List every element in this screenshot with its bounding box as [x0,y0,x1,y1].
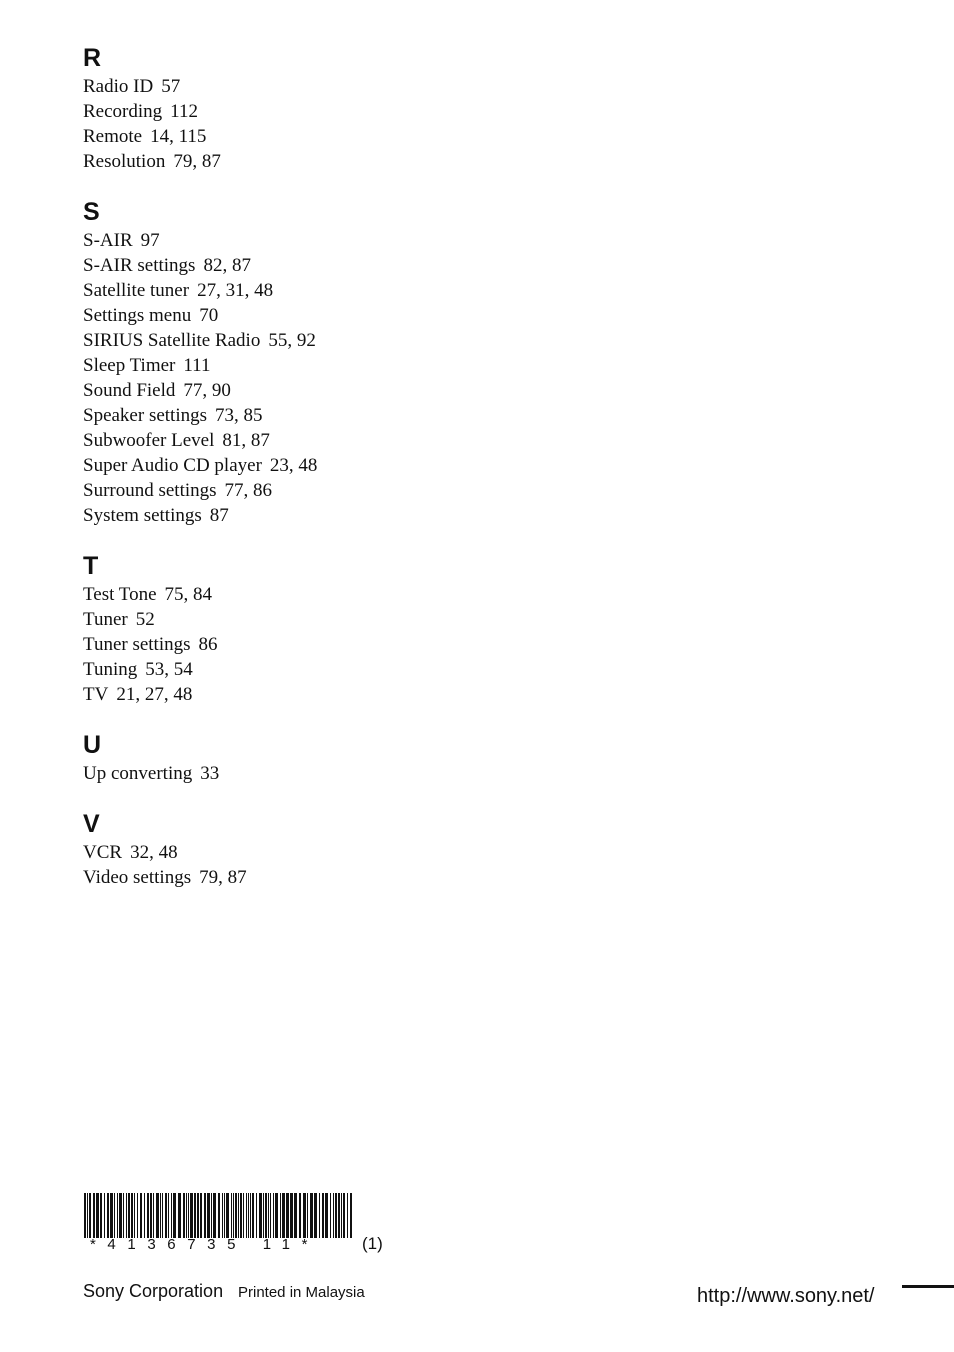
barcode-bar [165,1193,167,1238]
index-entry [83,278,343,303]
entry-term: Speaker settings [83,405,208,426]
entry-term: Up converting [83,763,193,784]
index-entry [83,632,343,657]
barcode-bar [160,1193,161,1238]
entry-pages: 53, 54 [145,659,193,680]
barcode-bar [173,1193,176,1238]
barcode-bar [123,1193,124,1238]
barcode-bar [137,1193,138,1238]
index-entry [83,403,343,428]
entry-term: Test Tone [83,584,157,605]
entry-pages: 73, 85 [215,405,263,426]
barcode-bar [350,1193,352,1238]
barcode-bar [231,1193,232,1238]
barcode-bar [218,1193,220,1238]
barcode-bar [134,1193,135,1238]
barcode-bar [162,1193,163,1238]
barcode-bar [140,1193,142,1238]
barcode-bar [275,1193,278,1238]
barcode-bar [248,1193,249,1238]
barcode-bar [171,1193,172,1238]
barcode-bar [246,1193,247,1238]
entry-term: TV [83,684,109,705]
entry-term: Sleep Timer [83,355,176,376]
barcode-bar [325,1193,328,1238]
index-entry [83,124,343,149]
issue-number: (1) [362,1234,383,1253]
index-entry [83,99,343,124]
index-entry [83,453,343,478]
barcode-bar [213,1193,216,1238]
barcode-bar [190,1193,193,1238]
barcode-bar [183,1193,185,1238]
barcode-bar [211,1193,212,1238]
barcode-bar [280,1193,281,1238]
corporation-name: Sony Corporation [83,1281,224,1301]
entry-pages: 77, 86 [224,480,273,501]
barcode-bar [126,1193,127,1238]
barcode-bar [252,1193,254,1238]
barcode-bar [93,1193,95,1238]
barcode-bar [96,1193,99,1238]
entry-pages: 86 [198,634,218,655]
entry-term: Satellite tuner [83,280,190,301]
barcode-bar [89,1193,91,1238]
entry-pages: 97 [140,230,160,251]
barcode-bar [341,1193,342,1238]
index-entry [83,253,343,278]
index-entry [83,840,343,865]
entry-term: System settings [83,505,202,526]
entry-pages: 82, 87 [203,255,251,276]
entry-term: Recording [83,101,163,122]
barcode-bar [333,1193,334,1238]
barcode-bar [197,1193,199,1238]
barcode-bar [307,1193,308,1238]
barcode-bar [186,1193,187,1238]
index-entry [83,378,343,403]
index-entry [83,582,343,607]
barcode-bar [330,1193,331,1238]
barcode-bar [243,1193,244,1238]
barcode-bar [310,1193,313,1238]
barcode-bar [156,1193,159,1238]
entry-pages: 33 [200,763,220,784]
barcode-bar [144,1193,145,1238]
barcode-bar [200,1193,202,1238]
entry-pages: 23, 48 [269,455,318,476]
barcode-bar [178,1193,181,1238]
barcode-bar [131,1193,133,1238]
barcode-bar [168,1193,169,1238]
entry-term: S-AIR settings [83,255,196,276]
entry-pages: 79, 87 [199,867,247,888]
index-entry [83,865,343,890]
barcode-bar [128,1193,130,1238]
barcode-bar [84,1193,86,1238]
entry-pages: 52 [135,609,155,630]
barcode-bar [119,1193,122,1238]
index-section-u [83,731,343,786]
index-entry [83,607,343,632]
section-letter: S [83,198,100,226]
barcode-bar [104,1193,105,1238]
index-section-t [83,552,343,707]
section-letter: U [83,731,102,759]
barcode-bar [240,1193,242,1238]
barcode-bar [290,1193,293,1238]
entry-term: Settings menu [83,305,192,326]
barcode-bar [224,1193,225,1238]
entry-pages: 81, 87 [222,430,270,451]
barcode-bar [114,1193,115,1238]
barcode-bar [265,1193,267,1238]
index-section-s [83,198,343,528]
barcode-bar [226,1193,229,1238]
barcode-bar [194,1193,196,1238]
entry-pages: 57 [161,76,181,97]
barcode-bar [233,1193,234,1238]
barcode-bar [256,1193,257,1238]
index-entry [83,74,343,99]
barcode-bar [110,1193,113,1238]
barcode-bar [270,1193,271,1238]
website-url[interactable]: http://www.sony.net/ [697,1285,875,1307]
index-entry [83,303,343,328]
entry-term: Radio ID [83,76,154,97]
entry-pages: 77, 90 [183,380,231,401]
barcode-bar [303,1193,306,1238]
section-letter: V [83,810,100,838]
barcode-bar [207,1193,210,1238]
entry-pages: 70 [199,305,219,326]
entry-term: Resolution [83,151,166,172]
index-entry [83,761,343,786]
barcode-bar [222,1193,223,1238]
entry-term: VCR [83,842,123,863]
barcode-bar [338,1193,340,1238]
entry-pages: 55, 92 [268,330,316,351]
edge-rule [902,1285,954,1288]
barcode-bar [87,1193,88,1238]
barcode-bar [153,1193,154,1238]
index-entry [83,478,343,503]
barcode-bar [100,1193,102,1238]
index-section-v [83,810,343,890]
entry-term: Tuner settings [83,634,191,655]
entry-term: Surround settings [83,480,217,501]
index-list [83,44,343,914]
index-entry [83,228,343,253]
barcode-bar [150,1193,152,1238]
entry-pages: 32, 48 [130,842,178,863]
barcode-digits: *4136735 11* [90,1236,320,1253]
barcode-bar [147,1193,149,1238]
barcode-bar [188,1193,189,1238]
index-entry [83,428,343,453]
barcode-image [84,1193,356,1238]
entry-pages: 112 [170,101,198,122]
barcode-bar [204,1193,206,1238]
barcode-bar [335,1193,337,1238]
barcode-bar [314,1193,317,1238]
entry-pages: 14, 115 [150,126,207,147]
barcode-bar [299,1193,301,1238]
barcode-bar [273,1193,274,1238]
barcode-bar [259,1193,262,1238]
entry-pages: 87 [209,505,229,526]
entry-pages: 75, 84 [164,584,213,605]
entry-term: SIRIUS Satellite Radio [83,330,261,351]
index-entry [83,353,343,378]
barcode-bar [319,1193,320,1238]
barcode-bar [343,1193,345,1238]
barcode-bar [235,1193,237,1238]
index-entry [83,657,343,682]
entry-term: Tuner [83,609,128,630]
barcode-bar [107,1193,109,1238]
entry-pages: 79, 87 [173,151,221,172]
index-section-r [83,44,343,174]
entry-pages: 27, 31, 48 [197,280,274,301]
index-entry [83,328,343,353]
barcode-bar [294,1193,297,1238]
printed-in-note: Printed in Malaysia [238,1284,365,1301]
barcode-bar [286,1193,289,1238]
index-entry [83,503,343,528]
entry-pages: 21, 27, 48 [116,684,193,705]
section-letter: R [83,44,102,72]
entry-term: Subwoofer Level [83,430,215,451]
barcode-bar [117,1193,118,1238]
barcode-bar [250,1193,251,1238]
barcode-bar [347,1193,348,1238]
entry-term: Remote [83,126,143,147]
barcode-bar [238,1193,239,1238]
section-letter: T [83,552,99,580]
index-entry [83,682,343,707]
entry-term: S-AIR [83,230,133,251]
entry-term: Sound Field [83,380,176,401]
entry-term: Video settings [83,867,192,888]
entry-term: Tuning [83,659,138,680]
barcode-bar [268,1193,269,1238]
barcode-bar [322,1193,324,1238]
index-entry [83,149,343,174]
barcode-bar [282,1193,285,1238]
entry-term: Super Audio CD player [83,455,262,476]
entry-pages: 111 [183,355,211,376]
barcode-bar [263,1193,264,1238]
